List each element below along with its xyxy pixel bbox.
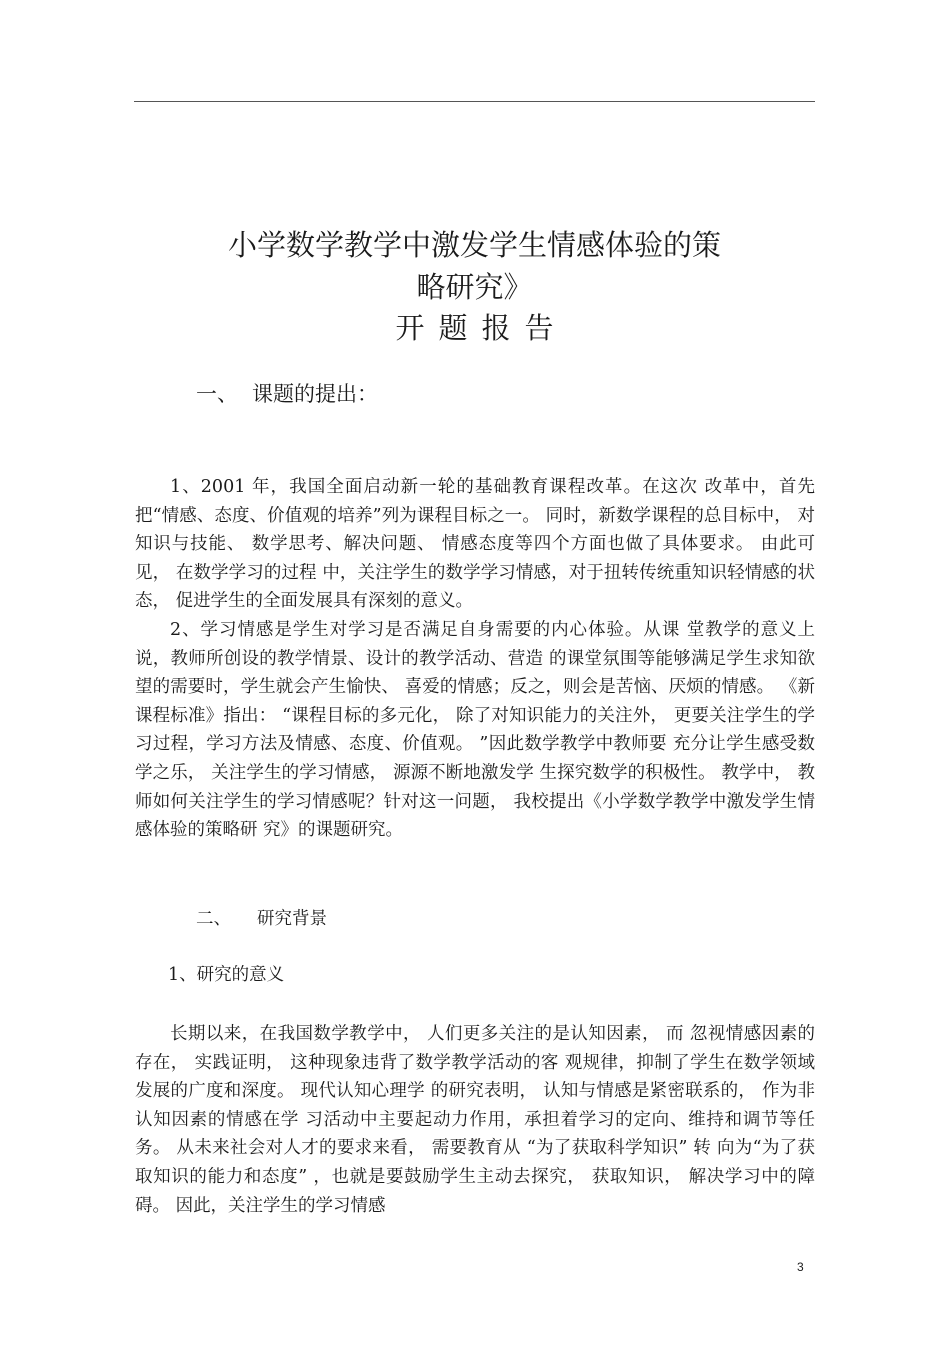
paragraph: 1、2001 年，我国全面启动新一轮的基础教育课程改革。在这次 改革中，首先把“情感、态度、价值观的培养”列为课程目标之一。 同时，新数学课程的总目标中， 对知识与技能、 数学思考、解决问题、 情感态度等四个方面也做了具体要求。 由此可见， 在数学学习的过程 中，关注学生的数学学习情感，对于扭转传统重知识轻情感的状态， 促进学生的全面发展具有深刻的意义。 xyxy=(135,477,815,612)
section-2-number: 二、 xyxy=(196,909,231,929)
subsection-heading: 1、研究的意义 xyxy=(168,965,285,985)
header-rule xyxy=(134,101,815,102)
section-2-title: 研究背景 xyxy=(257,909,327,929)
section-2-heading xyxy=(196,906,327,932)
document-subtitle: 开题报告 xyxy=(395,311,568,345)
section-2-body xyxy=(135,1020,815,1220)
page-number: 3 xyxy=(797,1260,804,1274)
section-1-body xyxy=(135,473,815,845)
section-1-title: 课题的提出： xyxy=(252,382,378,406)
section-1-heading xyxy=(196,380,378,408)
document-title-line-1: 小学数学教学中激发学生情感体验的策 xyxy=(227,228,721,262)
section-1-number: 一、 xyxy=(196,382,238,406)
document-title-line-2: 略研究》 xyxy=(416,270,533,304)
paragraph: 长期以来，在我国数学教学中， 人们更多关注的是认知因素， 而 忽视情感因素的存在， 实践证明， 这种现象违背了数学教学活动的客 观规律，抑制了学生在数学领域发展的广度和深度。 现代认知心理学 的研究表明， 认知与情感是紧密联系的， 作为非认知因素的情感在学 习活动中主要起动力作用，承担着学习的定向、维持和调节等任务。 从未来社会对人才的要求来看， 需要教育从 “为了获取科学知识” 转 向为“为了获取知识的能力和态度” ，也就是要鼓励学生主动去探究， 获取知识， 解决学习中的障碍。 因此，关注学生的学习情感 xyxy=(135,1024,815,1216)
paragraph: 2、学习情感是学生对学习是否满足自身需要的内心体验。从课 堂教学的意义上说，教师所创设的教学情景、设计的教学活动、营造 的课堂氛围等能够满足学生求知欲望的需要时，学生就会产生愉快、 喜爱的情感；反之，则会是苦恼、厌烦的情感。 《新课程标准》指出： “课程目标的多元化， 除了对知识能力的关注外， 更要关注学生的学 习过程，学习方法及情感、态度、价值观。 ”因此数学教学中教师要 充分让学生感受数学之乐， 关注学生的学习情感， 源源不断地激发学 生探究数学的积极性。 教学中， 教师如何关注学生的学习情感呢？针对这一问题， 我校提出《小学数学教学中激发学生情感体验的策略研 究》的课题研究。 xyxy=(135,619,815,841)
